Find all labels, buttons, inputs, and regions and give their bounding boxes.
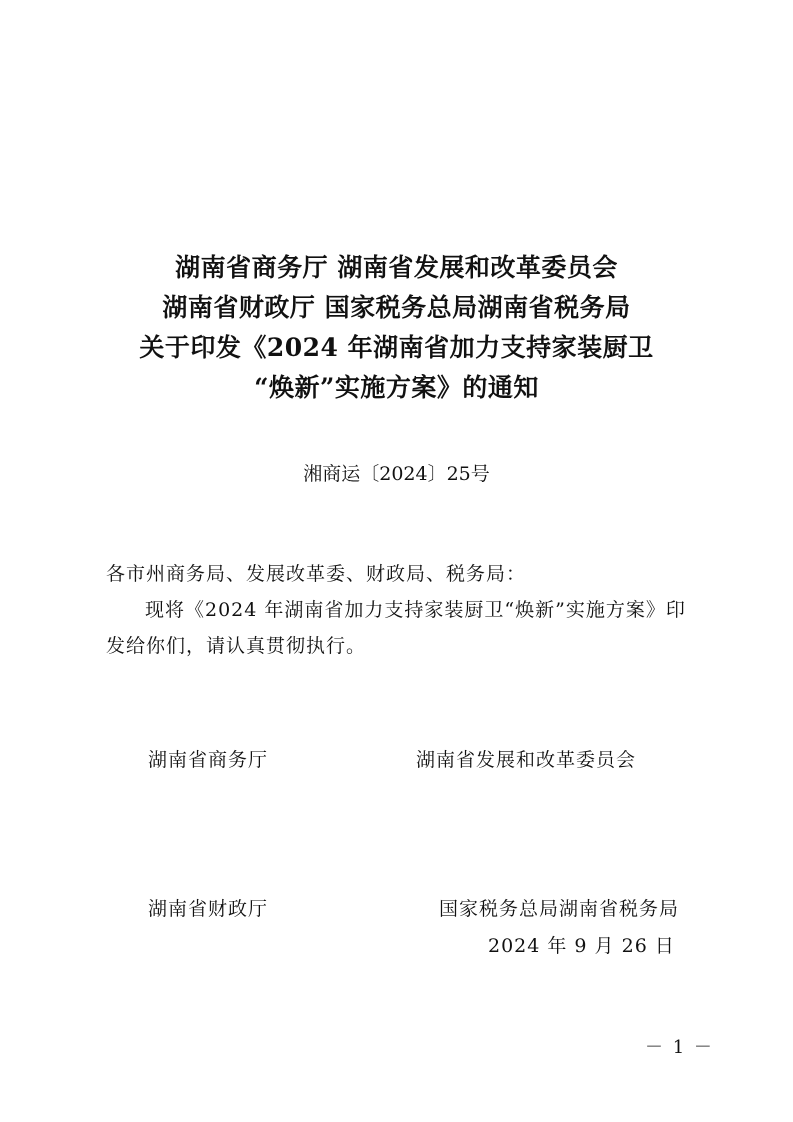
signature-finance-dept: 湖南省财政厅 [148,898,269,920]
document-number: 湘商运〔2024〕25号 [303,463,490,485]
body-paragraph-line-2: 发给你们，请认真贯彻执行。 [106,635,367,657]
signature-commerce-dept: 湖南省商务厅 [148,749,269,771]
title-line-3: 关于印发《2024 年湖南省加力支持家装厨卫 [139,333,654,362]
page-number: － 1 － [645,1037,714,1058]
signature-development-reform-commission: 湖南省发展和改革委员会 [416,749,637,771]
document-date: 2024 年 9 月 26 日 [488,935,675,957]
body-paragraph-line-1: 现将《2024 年湖南省加力支持家装厨卫“焕新”实施方案》印 [145,599,686,621]
document-title [0,248,793,408]
salutation: 各市州商务局、发展改革委、财政局、税务局： [106,563,527,585]
title-line-4: “焕新”实施方案》的通知 [254,373,539,402]
signature-tax-bureau: 国家税务总局湖南省税务局 [439,898,680,920]
title-line-2: 湖南省财政厅 国家税务总局湖南省税务局 [162,293,631,322]
title-line-1: 湖南省商务厅 湖南省发展和改革委员会 [175,253,618,282]
